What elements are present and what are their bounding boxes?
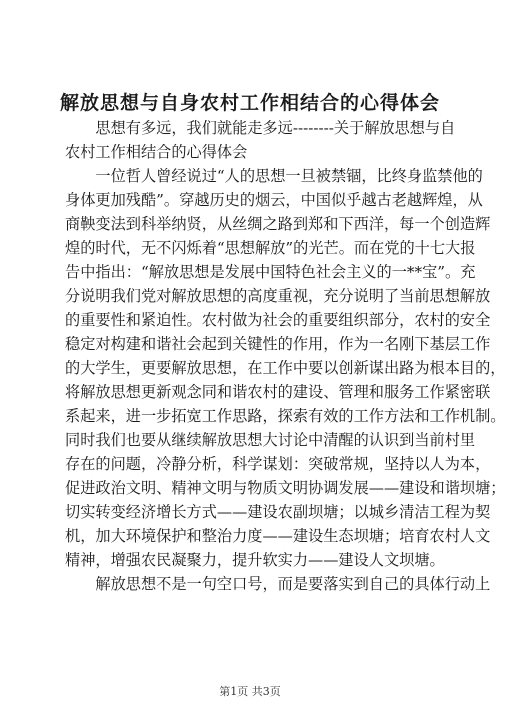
body-line: 解放思想不是一句空口号，而是要落实到自己的具体行动上 (65, 575, 491, 593)
document-title: 解放思想与自身农村工作相结合的心得体会 (59, 92, 440, 114)
body-line: 分说明我们党对解放思想的高度重视，充分说明了当前思想解放 (65, 287, 491, 305)
body-line: 的重要性和紧迫性。农村做为社会的重要组织部分，农村的安全 (65, 311, 491, 329)
body-line: 切实转变经济增长方式——建设农副坝塘；以城乡清洁工程为契 (65, 503, 491, 521)
body-line: 告中指出：“解放思想是发展中国特色社会主义的一**宝”。充 (65, 263, 476, 281)
body-line: 思想有多远，我们就能走多远--------关于解放思想与自 (65, 119, 456, 137)
body-line: 存在的问题，冷静分析，科学谋划：突破常规，坚持以人为本， (65, 455, 491, 473)
body-line: 机，加大环境保护和整治力度——建设生态坝塘；培育农村人文 (65, 527, 491, 545)
body-line: 精神，增强农民凝聚力，提升软实力——建设人文坝塘。 (65, 551, 445, 569)
page-footer: 第1页 共3页 (219, 685, 281, 698)
body-line: 将解放思想更新观念同和谐农村的建设、管理和服务工作紧密联 (65, 383, 491, 401)
body-line: 商鞅变法到科举纳贤，从丝绸之路到郑和下西洋，每一个创造辉 (65, 215, 491, 233)
document-body (65, 116, 505, 596)
body-line: 的大学生，更要解放思想，在工作中要以创新谋出路为根本目的， (65, 359, 505, 377)
body-line: 同时我们也要从继续解放思想大讨论中清醒的认识到当前村里 (65, 431, 476, 449)
body-line: 煌的时代，无不闪烁着“思想解放”的光芒。而在党的十七大报 (65, 239, 476, 257)
body-line: 一位哲人曾经说过“人的思想一旦被禁锢，比终身监禁他的 (65, 167, 483, 185)
body-line: 身体更加残酷”。穿越历史的烟云，中国似乎越古老越辉煌，从 (65, 191, 483, 209)
body-line: 系起来，进一步拓宽工作思路，探索有效的工作方法和工作机制。 (65, 407, 505, 425)
body-line: 农村工作相结合的心得体会 (65, 143, 248, 161)
body-line: 促进政治文明、精神文明与物质文明协调发展——建设和谐坝塘； (65, 479, 505, 497)
body-line: 稳定对构建和谐社会起到关键性的作用，作为一名刚下基层工作 (65, 335, 491, 353)
